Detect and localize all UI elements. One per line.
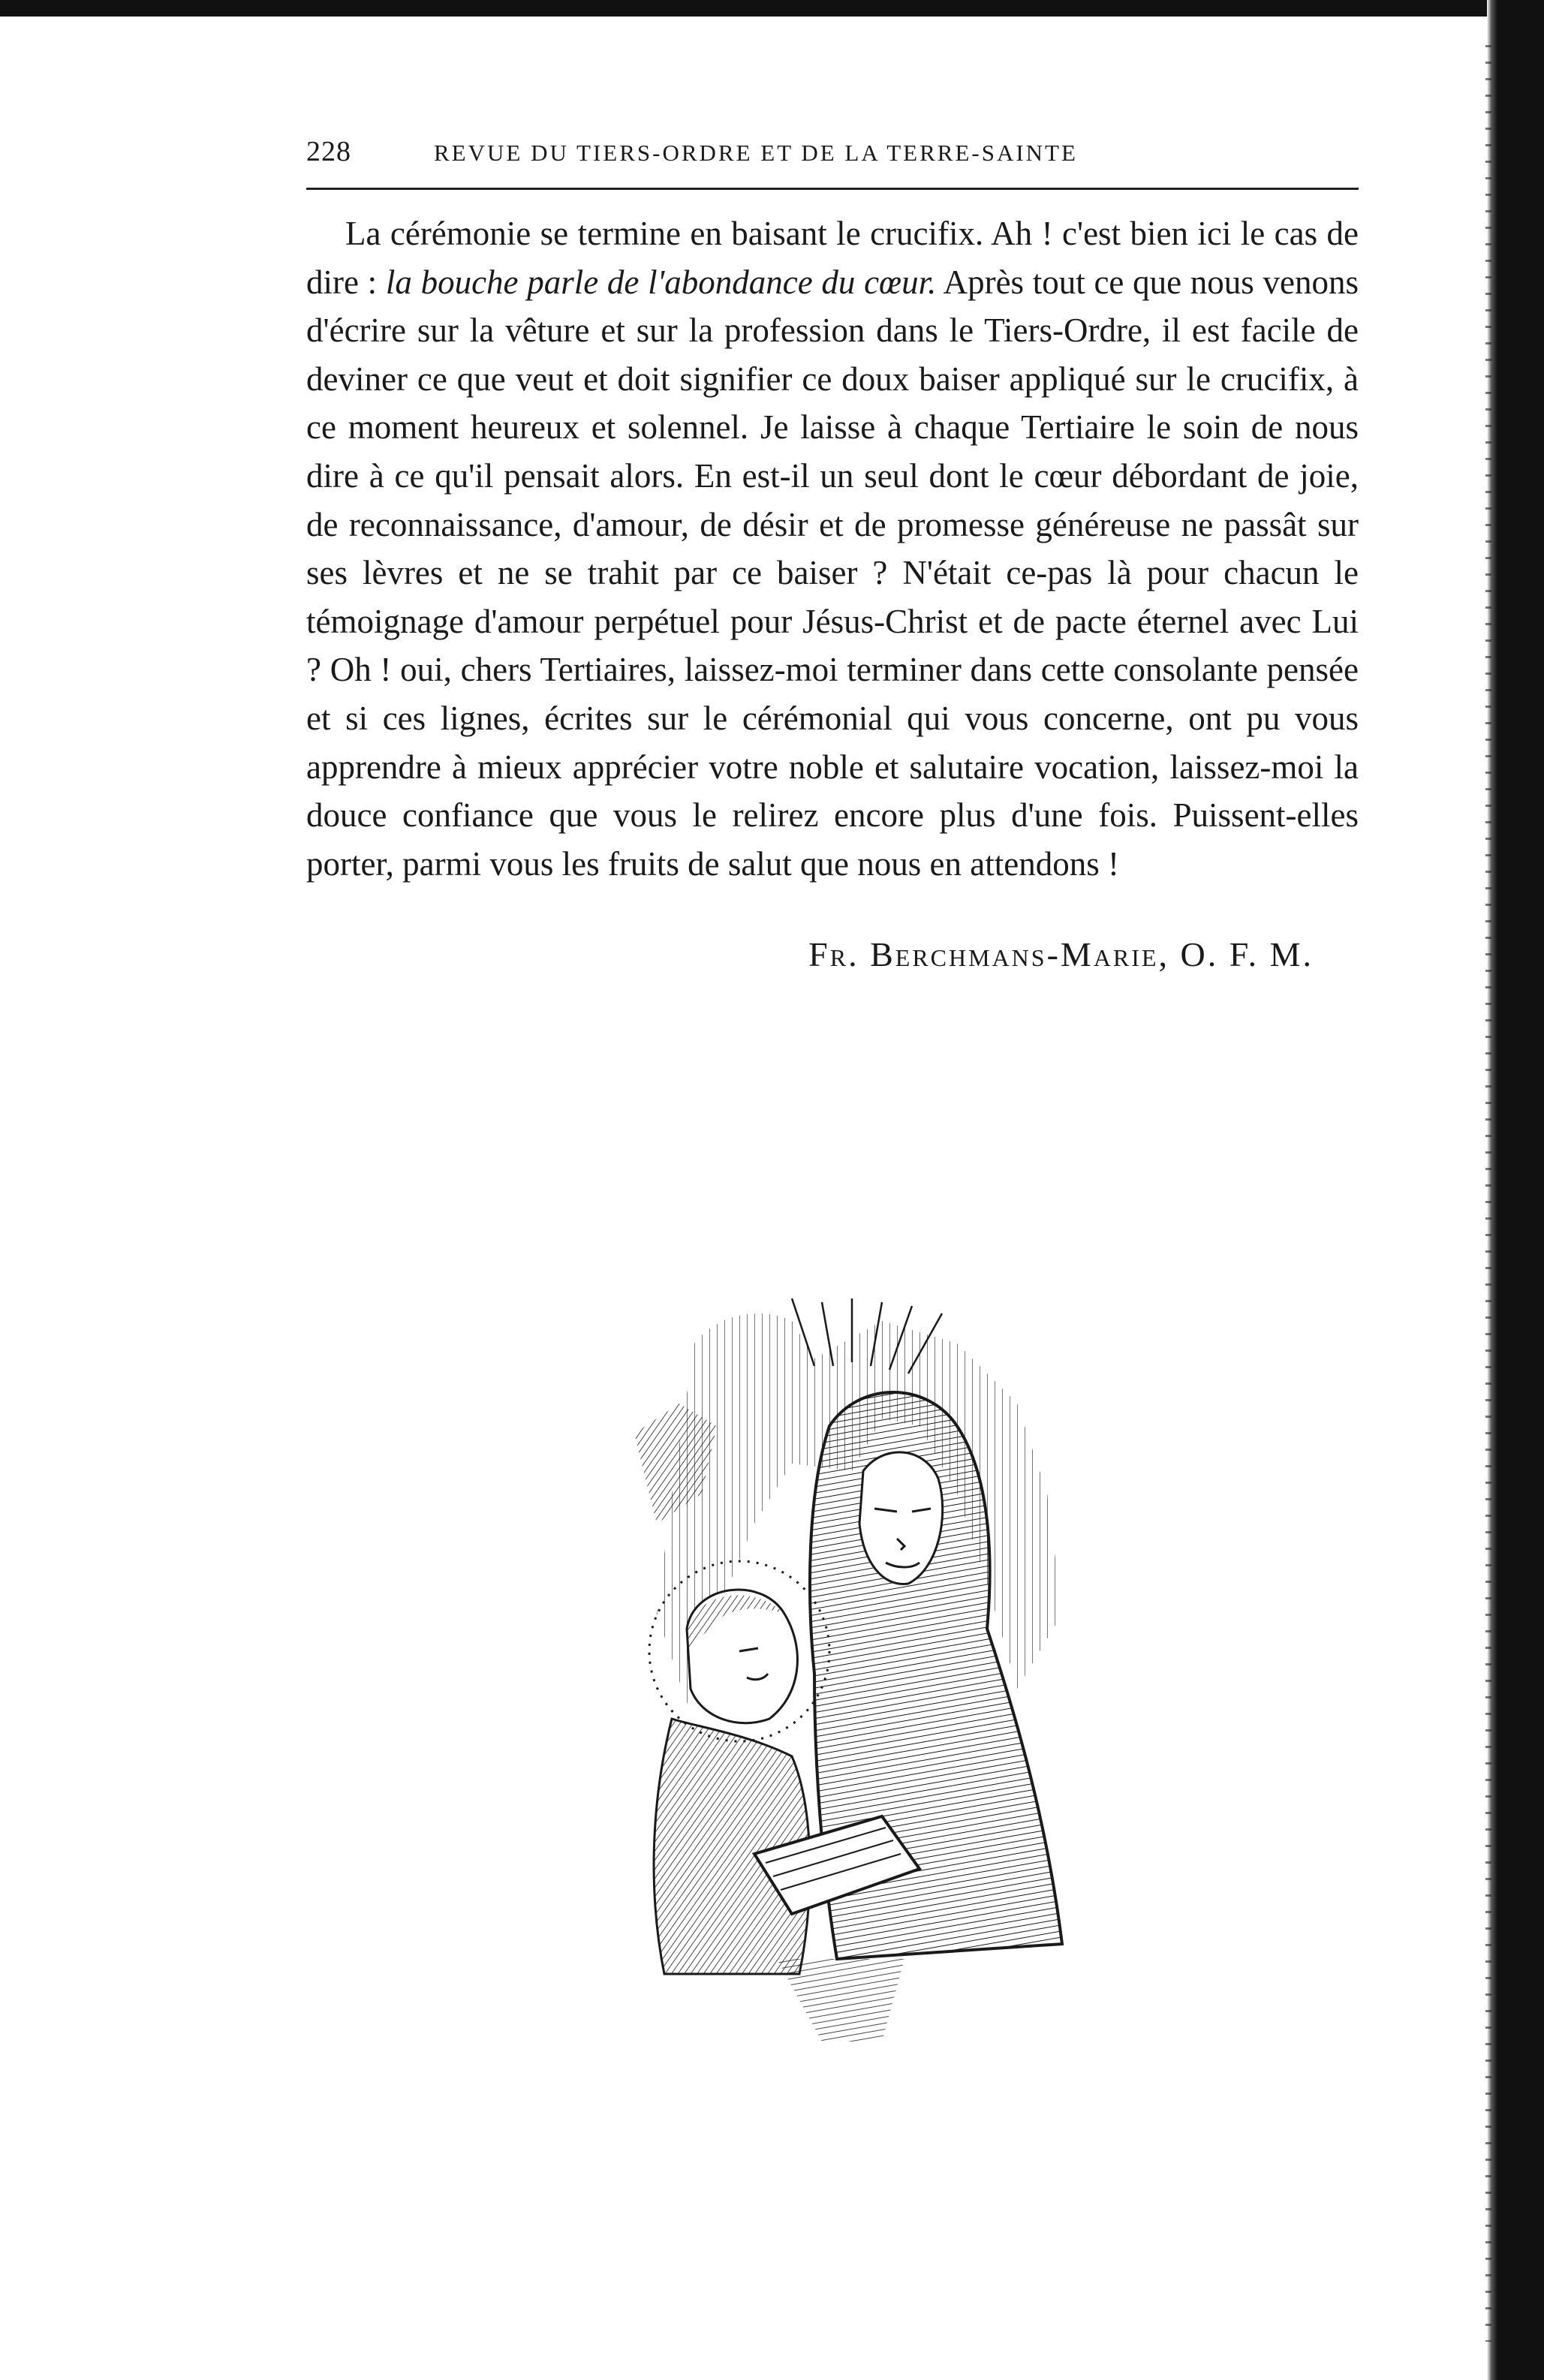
- engraving-illustration: [567, 1298, 1092, 2049]
- running-title: REVUE DU TIERS-ORDRE ET DE LA TERRE-SAINTE: [434, 140, 1078, 166]
- running-head: [306, 135, 1359, 183]
- paragraph-text-start: La cérémonie se termine en baisant le crucifix. Ah ! c'est bien ici le cas de dire :: [306, 215, 1359, 301]
- scan-top-edge: [0, 0, 1544, 17]
- scan-edge-speckle: [1485, 45, 1491, 2342]
- paragraph-text-end: Après tout ce que nous venons d'écrire sur la vêture et sur la profession dans le Tiers-Ordre, il est facile de deviner ce que veut et doit signifier ce doux baiser appliqué sur le crucifix, à ce moment heureux et solennel. Je laisse à chaque Tertiaire le soin de nous dire à ce qu'il pensait alors. En est-il un seul dont le cœur débordant de joie, de reconnaissance, d'amour, de désir et de promesse généreuse ne passât sur ses lèvres et ne se trahit par ce baiser ? N'était ce-pas là pour chacun le témoignage d'amour perpétuel pour Jésus-Christ et de pacte éternel avec Lui ? Oh ! oui, chers Tertiaires, laissez-moi terminer dans cette consolante pensée et si ces lignes, écrites sur le cérémonial qui vous concerne, ont pu vous apprendre à mieux apprécier votre noble et salutaire vocation, laissez-moi la douce confiance que vous le relirez encore plus d'une fois. Puissent-elles porter, parmi vous les fruits de salut que nous en attendons !: [306, 263, 1359, 883]
- document-page: [306, 135, 1359, 974]
- header-rule: [306, 188, 1359, 190]
- italic-quote: la bouche parle de l'abondance du cœur.: [385, 263, 937, 301]
- page-number: 228: [306, 136, 351, 167]
- scan-right-edge: [1487, 0, 1544, 2380]
- body-text: [306, 209, 1359, 888]
- paragraph: [306, 209, 1359, 888]
- author-signature: Fr. Berchmans-Marie, O. F. M.: [808, 935, 1314, 974]
- drapery-bottom: [777, 1959, 904, 2042]
